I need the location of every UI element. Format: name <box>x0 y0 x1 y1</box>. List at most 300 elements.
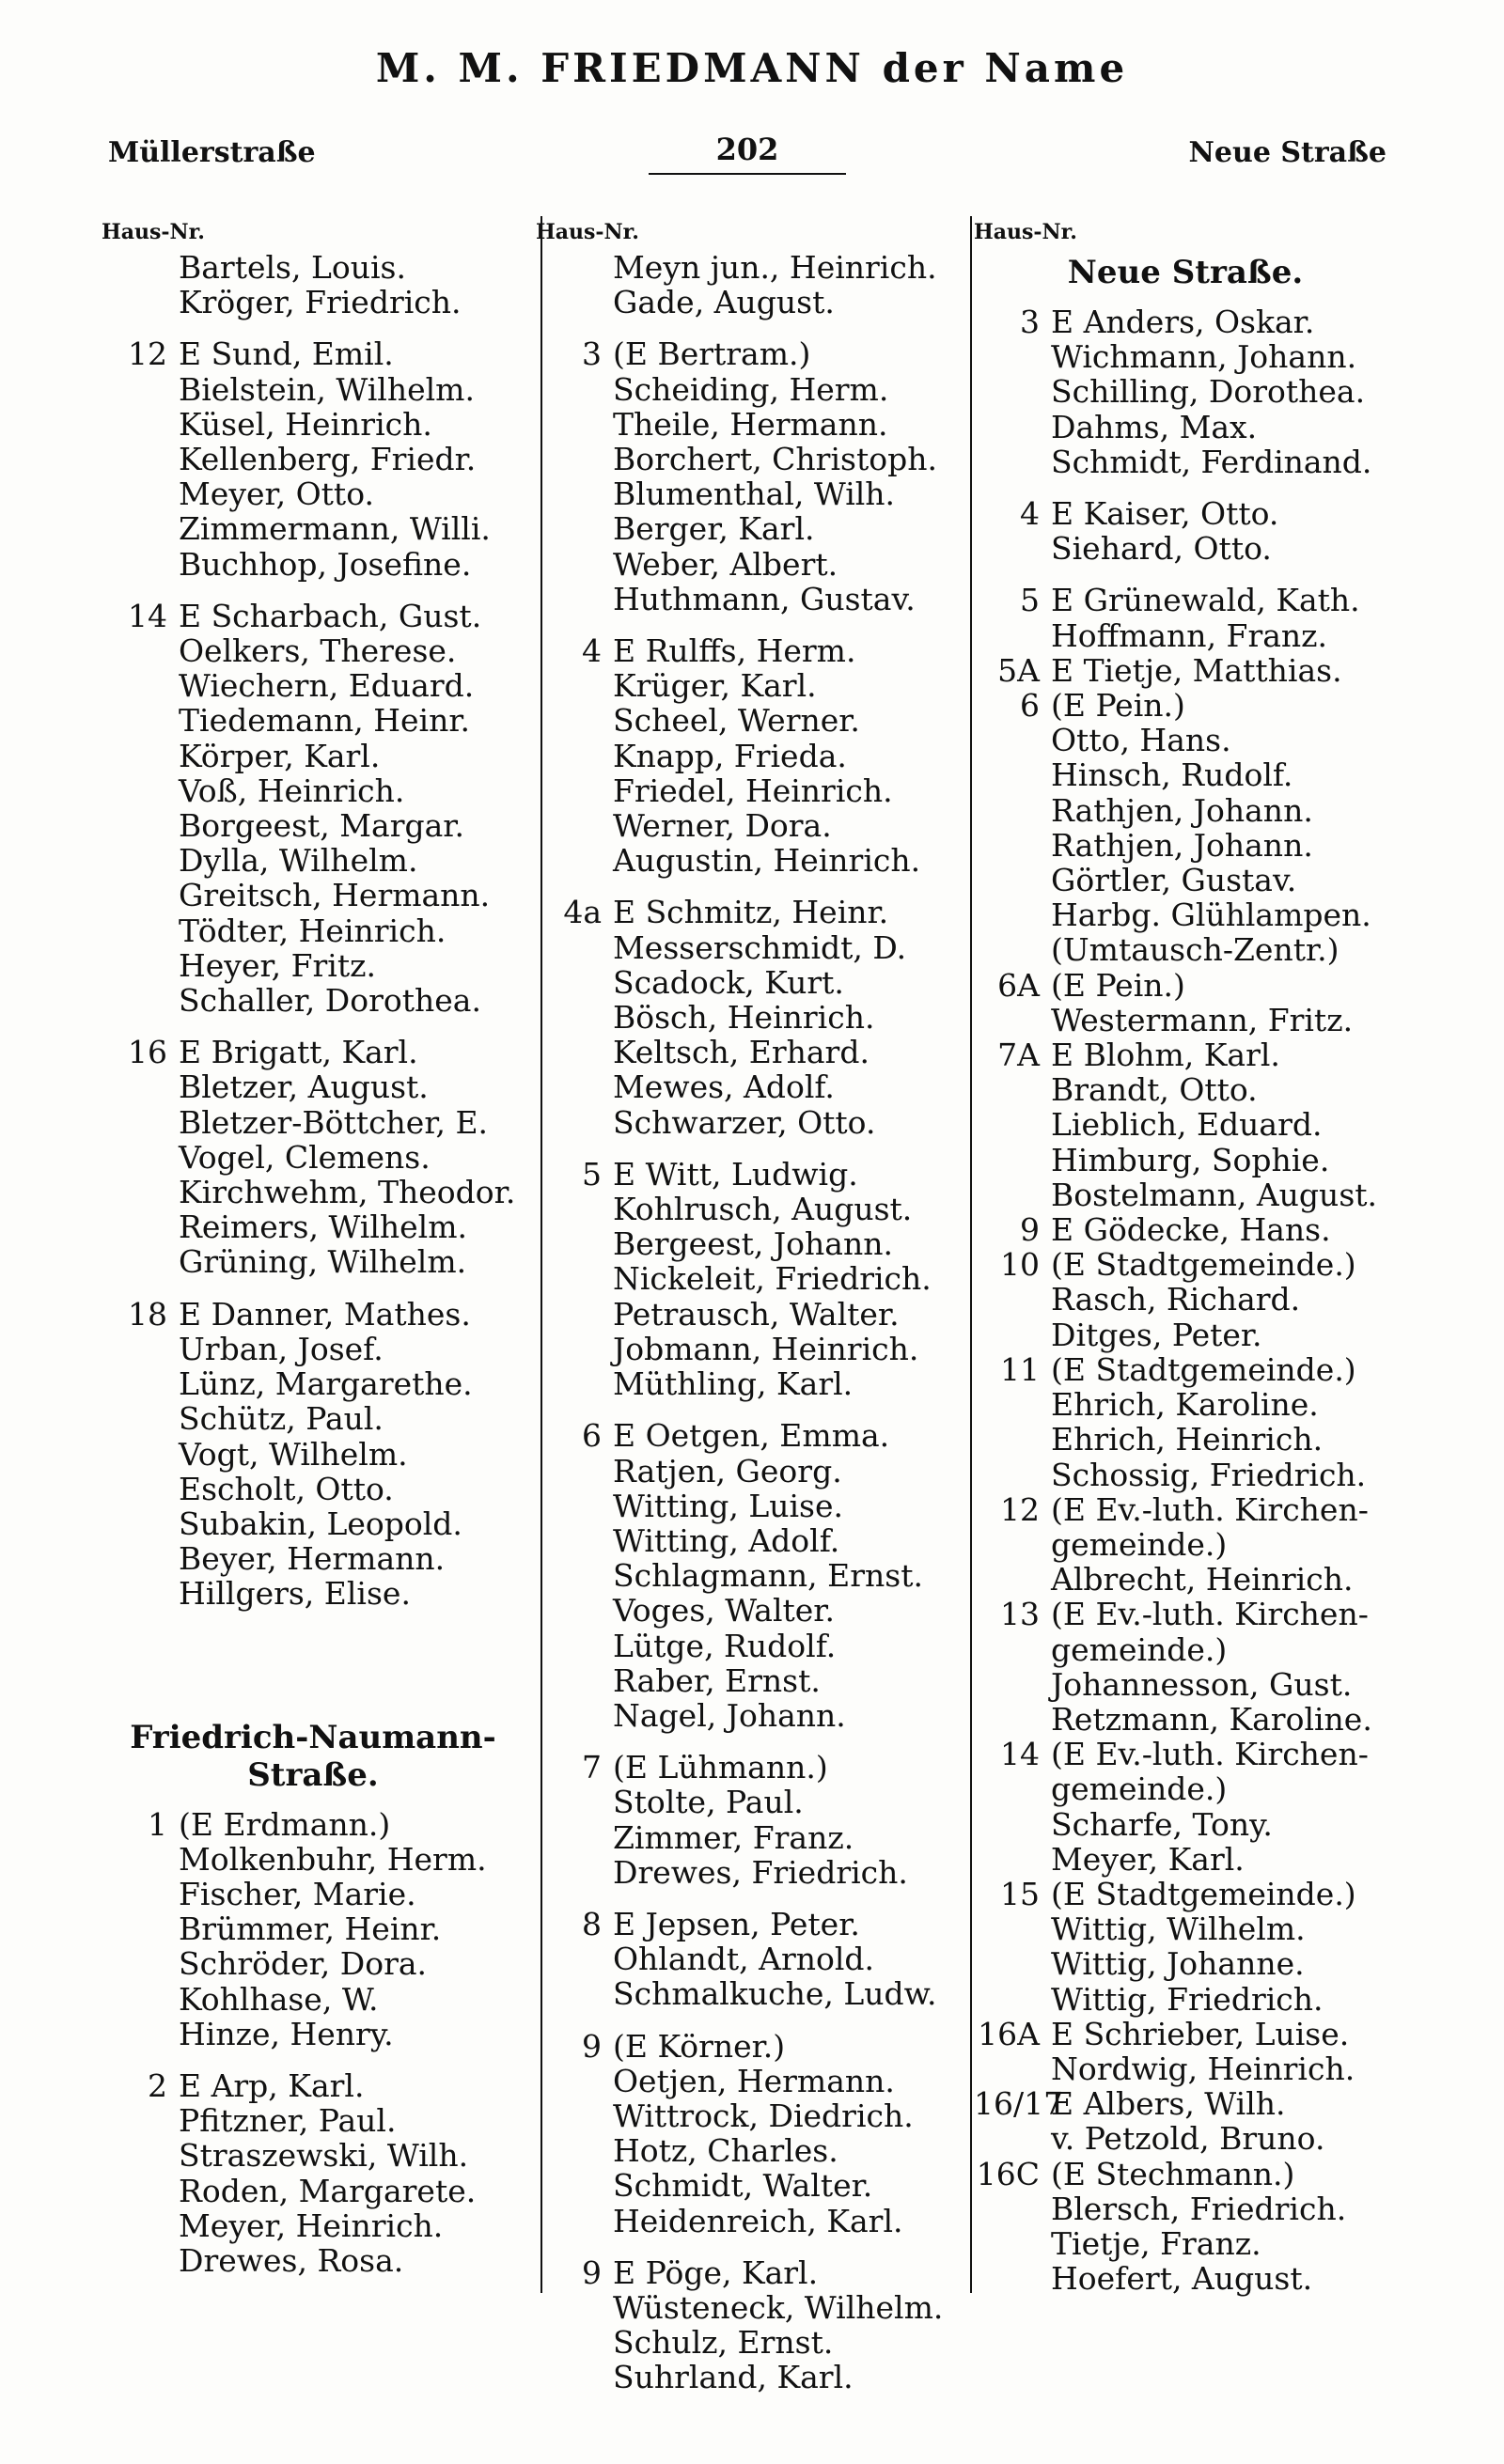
resident-entry <box>974 897 1397 932</box>
house-number <box>102 1946 179 1981</box>
resident-name: Mewes, Adolf. <box>613 1068 835 1106</box>
resident-name: (E Körner.) <box>613 2027 786 2065</box>
resident-name: E Anders, Oskar. <box>1051 304 1315 340</box>
resident-entry <box>102 1366 525 1401</box>
resident-entry <box>536 1855 959 1890</box>
resident-entry <box>974 1946 1397 1981</box>
resident-entry <box>536 703 959 738</box>
resident-entry <box>102 547 525 582</box>
house-number <box>102 878 179 912</box>
resident-entry <box>974 1737 1397 1771</box>
resident-name: Oelkers, Therese. <box>179 632 457 670</box>
resident-entry <box>974 2086 1397 2121</box>
resident-entry <box>102 948 525 983</box>
resident-name: Bösch, Heinrich. <box>613 999 875 1037</box>
resident-entry <box>536 1332 959 1366</box>
resident-name: Escholt, Otto. <box>179 1470 394 1507</box>
house-entry-group <box>102 1035 525 1279</box>
house-number <box>102 2103 179 2138</box>
resident-entry <box>536 1261 959 1296</box>
resident-entry <box>974 2191 1397 2226</box>
resident-name: E Grünewald, Kath. <box>1051 582 1360 619</box>
resident-name: gemeinde.) <box>1051 1525 1228 1563</box>
house-number <box>536 1976 613 2011</box>
house-number <box>536 2360 613 2394</box>
resident-entry <box>536 1105 959 1140</box>
resident-name: E Witt, Ludwig. <box>613 1155 858 1193</box>
resident-name: Schmalkuche, Ludw. <box>613 1975 937 2013</box>
resident-entry <box>974 1982 1397 2017</box>
house-number: 12 <box>1000 1490 1040 1528</box>
house-number: 6 <box>1020 687 1040 725</box>
house-number <box>102 668 179 703</box>
resident-entry <box>536 372 959 407</box>
resident-entry <box>974 1667 1397 1702</box>
house-number <box>536 1069 613 1104</box>
resident-entry <box>102 442 525 476</box>
resident-name: Oetjen, Hermann. <box>613 2062 895 2099</box>
resident-name: (E Stechmann.) <box>1051 2155 1295 2192</box>
resident-entry <box>536 1489 959 1523</box>
resident-entry <box>974 374 1397 409</box>
resident-name: Hotz, Charles. <box>613 2132 838 2170</box>
house-number <box>102 2138 179 2173</box>
resident-name: Hoffmann, Franz. <box>1051 616 1328 654</box>
house-number <box>974 2261 1051 2296</box>
resident-name: (E Ev.-luth. Kirchen- <box>1051 1490 1369 1528</box>
house-entry-group <box>102 2068 525 2278</box>
resident-entry <box>536 1418 959 1453</box>
resident-entry <box>536 2325 959 2360</box>
resident-entry <box>536 1976 959 2011</box>
house-number: 8 <box>582 1905 602 1942</box>
house-number <box>974 1982 1051 2017</box>
resident-name: Scadock, Kurt. <box>613 963 844 1001</box>
resident-name: Meyer, Heinrich. <box>179 2207 444 2244</box>
house-number: 4a <box>563 894 602 931</box>
resident-entry <box>974 2051 1397 2086</box>
resident-entry <box>974 1702 1397 1737</box>
resident-name: Drewes, Friedrich. <box>613 1853 908 1891</box>
house-number: 16 <box>128 1034 167 1071</box>
masthead: M. M. FRIEDMANN der Name <box>375 45 1129 91</box>
resident-name: Weber, Albert. <box>613 545 838 583</box>
resident-name: Blumenthal, Wilh. <box>613 476 896 513</box>
resident-entry <box>536 2255 959 2290</box>
resident-name: Nickeleit, Friedrich. <box>613 1260 932 1298</box>
resident-name: Stolte, Paul. <box>613 1784 804 1821</box>
house-number <box>102 843 179 878</box>
house-number: 16A <box>978 2015 1040 2052</box>
resident-entry <box>974 2017 1397 2051</box>
house-number <box>974 1771 1051 1806</box>
house-number <box>974 531 1051 566</box>
resident-entry <box>102 739 525 773</box>
resident-entry <box>102 372 525 407</box>
resident-entry <box>102 407 525 442</box>
house-number: 7 <box>582 1749 602 1786</box>
resident-entry <box>536 285 959 320</box>
resident-entry <box>974 653 1397 688</box>
house-number <box>536 1000 613 1035</box>
resident-name: Müthling, Karl. <box>613 1365 854 1403</box>
house-number: 16/17 <box>974 2085 1064 2123</box>
house-number <box>102 983 179 1018</box>
resident-name: Krüger, Karl. <box>613 667 817 705</box>
resident-name: Zimmer, Franz. <box>613 1818 854 1856</box>
resident-name: Theile, Hermann. <box>613 405 888 443</box>
resident-entry <box>102 703 525 738</box>
house-number <box>102 703 179 738</box>
house-number <box>536 1489 613 1523</box>
house-number <box>536 2098 613 2133</box>
resident-entry <box>102 336 525 371</box>
house-number <box>974 723 1051 757</box>
resident-entry <box>974 1877 1397 1911</box>
resident-name: Kirchwehm, Theodor. <box>179 1174 516 1211</box>
resident-entry <box>536 2168 959 2203</box>
resident-name: Wüsteneck, Wilhelm. <box>613 2288 944 2326</box>
resident-name: gemeinde.) <box>1051 1770 1228 1808</box>
resident-name: Nordwig, Heinrich. <box>1051 2050 1355 2087</box>
resident-name: Petrausch, Walter. <box>613 1295 900 1333</box>
house-number <box>974 618 1051 653</box>
house-number <box>536 930 613 965</box>
resident-name: (E Stadtgemeinde.) <box>1051 1246 1356 1284</box>
resident-entry <box>536 1454 959 1489</box>
resident-name: Hoefert, August. <box>1051 2260 1313 2298</box>
resident-entry <box>102 1842 525 1877</box>
resident-name: E Sund, Emil. <box>179 335 394 373</box>
resident-entry <box>536 1000 959 1035</box>
resident-entry <box>974 2157 1397 2191</box>
resident-entry <box>536 965 959 1000</box>
resident-name: Wichmann, Johann. <box>1051 338 1357 376</box>
resident-entry <box>102 983 525 1018</box>
resident-name: Bletzer, August. <box>179 1068 429 1106</box>
house-number <box>536 372 613 407</box>
resident-name: Schmidt, Ferdinand. <box>1051 443 1372 480</box>
resident-name: Tietje, Franz. <box>1051 2224 1261 2262</box>
house-number <box>974 828 1051 863</box>
resident-name: E Scharbach, Gust. <box>179 597 482 634</box>
house-entry-group <box>536 895 959 1139</box>
house-number <box>102 1982 179 2017</box>
resident-entry <box>102 1807 525 1842</box>
resident-name: Schröder, Dora. <box>179 1945 428 1983</box>
resident-entry <box>536 1069 959 1104</box>
house-number <box>536 2133 613 2168</box>
house-number <box>102 1842 179 1877</box>
resident-name: Kröger, Friedrich. <box>179 284 462 321</box>
resident-entry <box>102 913 525 948</box>
resident-entry <box>102 1175 525 1209</box>
resident-entry <box>974 410 1397 444</box>
house-number <box>102 1911 179 1946</box>
resident-name: Pfitzner, Paul. <box>179 2102 397 2140</box>
house-number <box>536 703 613 738</box>
resident-name: Schlagmann, Ernst. <box>613 1557 923 1595</box>
resident-entry <box>536 250 959 285</box>
resident-entry <box>102 1401 525 1436</box>
house-number <box>536 547 613 582</box>
house-entry-group <box>102 599 525 1018</box>
house-number <box>536 1855 613 1890</box>
resident-entry <box>102 285 525 320</box>
resident-name: Schilling, Dorothea. <box>1051 373 1366 411</box>
resident-entry <box>536 407 959 442</box>
house-number <box>536 442 613 476</box>
street-heading-line: Neue Straße. <box>1067 254 1304 291</box>
resident-name: v. Petzold, Bruno. <box>1051 2120 1325 2158</box>
resident-name: Wittig, Johanne. <box>1051 1945 1305 1983</box>
resident-name: Subakin, Leopold. <box>179 1505 462 1542</box>
column-1 <box>102 218 525 2295</box>
house-number: 18 <box>128 1295 167 1333</box>
resident-entry <box>102 1541 525 1576</box>
resident-name: (E Bertram.) <box>613 335 811 373</box>
house-number: 11 <box>1000 1350 1040 1388</box>
resident-entry <box>536 1593 959 1628</box>
house-entry-group <box>536 1907 959 2012</box>
house-number <box>974 1003 1051 1037</box>
resident-name: Hillgers, Elise. <box>179 1575 411 1613</box>
house-number <box>536 808 613 843</box>
resident-name: Bartels, Louis. <box>179 249 406 286</box>
house-entry-group <box>974 496 1397 566</box>
street-heading-line: Friedrich-Naumann- <box>130 1718 496 1756</box>
resident-name: Otto, Hans. <box>1051 722 1231 759</box>
resident-entry <box>974 1807 1397 1842</box>
house-entry-group <box>536 336 959 616</box>
resident-entry <box>536 1907 959 1942</box>
house-number <box>102 1332 179 1366</box>
house-number <box>536 668 613 703</box>
house-number <box>974 1702 1051 1737</box>
house-number <box>974 1632 1051 1667</box>
resident-entry <box>102 1069 525 1104</box>
street-heading <box>102 1719 525 1794</box>
house-number <box>102 250 179 285</box>
resident-entry <box>974 1352 1397 1387</box>
resident-entry <box>102 2208 525 2243</box>
house-number <box>536 1820 613 1855</box>
resident-name: Blersch, Friedrich. <box>1051 2190 1347 2227</box>
house-number: 9 <box>1020 1211 1040 1249</box>
resident-entry <box>974 2261 1397 2296</box>
house-number <box>102 442 179 476</box>
house-number <box>536 1226 613 1261</box>
house-number <box>536 1785 613 1819</box>
resident-entry <box>536 1366 959 1401</box>
resident-entry <box>536 547 959 582</box>
resident-entry <box>974 828 1397 863</box>
resident-name: Kohlrusch, August. <box>613 1191 913 1228</box>
house-number: 4 <box>582 632 602 670</box>
resident-name: E Tietje, Matthias. <box>1051 651 1342 689</box>
house-number <box>102 285 179 320</box>
house-number <box>102 1069 179 1104</box>
resident-name: Straszewski, Wilh. <box>179 2137 469 2175</box>
column-2 <box>536 218 959 2412</box>
resident-name: Schulz, Ernst. <box>613 2324 834 2362</box>
house-number <box>974 1911 1051 1946</box>
resident-entry <box>102 1946 525 1981</box>
house-number <box>536 1593 613 1628</box>
resident-entry <box>102 1244 525 1279</box>
resident-entry <box>102 2138 525 2173</box>
resident-entry <box>974 1632 1397 1667</box>
spacer <box>102 1629 525 1711</box>
house-number: 10 <box>1000 1246 1040 1284</box>
resident-entry <box>974 444 1397 479</box>
resident-name: Albrecht, Heinrich. <box>1051 1561 1354 1598</box>
house-number <box>536 1192 613 1226</box>
resident-name: Messerschmidt, D. <box>613 928 907 966</box>
house-number <box>102 948 179 983</box>
resident-entry <box>536 668 959 703</box>
resident-entry <box>974 688 1397 723</box>
resident-entry <box>536 895 959 929</box>
resident-entry <box>974 1492 1397 1527</box>
resident-name: Fischer, Marie. <box>179 1875 416 1912</box>
resident-name: (E Stadtgemeinde.) <box>1051 1350 1356 1388</box>
house-number <box>974 757 1051 792</box>
house-number <box>536 2064 613 2098</box>
resident-name: Grüning, Wilhelm. <box>179 1243 467 1281</box>
house-entry-group <box>102 336 525 581</box>
house-number <box>974 897 1051 932</box>
house-number: 6A <box>997 966 1040 1004</box>
resident-entry <box>974 1177 1397 1212</box>
house-number: 4 <box>1020 495 1040 533</box>
house-number <box>102 1401 179 1436</box>
resident-entry <box>974 1842 1397 1877</box>
resident-name: (E Ev.-luth. Kirchen- <box>1051 1596 1369 1633</box>
resident-name: Siehard, Otto. <box>1051 530 1272 568</box>
resident-entry <box>536 582 959 616</box>
house-number <box>974 1667 1051 1702</box>
house-number <box>102 372 179 407</box>
resident-name: gemeinde.) <box>1051 1630 1228 1668</box>
house-number: 16C <box>976 2155 1040 2192</box>
resident-name: Lütge, Rudolf. <box>613 1627 837 1664</box>
resident-name: Witting, Adolf. <box>613 1521 840 1559</box>
resident-entry <box>536 1820 959 1855</box>
column-divider <box>970 216 972 2293</box>
resident-entry <box>974 1212 1397 1247</box>
house-number <box>536 1366 613 1401</box>
house-number: 9 <box>582 2253 602 2291</box>
house-entry-group <box>974 304 1397 479</box>
resident-name: Gade, August. <box>613 284 835 321</box>
house-number <box>536 843 613 878</box>
house-number <box>974 444 1051 479</box>
resident-entry <box>102 1035 525 1069</box>
resident-name: (Umtausch-Zentr.) <box>1051 931 1340 969</box>
resident-entry <box>102 511 525 546</box>
house-number <box>536 1523 613 1558</box>
resident-entry <box>536 2029 959 2064</box>
house-number <box>102 913 179 948</box>
house-number <box>974 1458 1051 1492</box>
resident-entry <box>536 1226 959 1261</box>
resident-entry <box>102 843 525 878</box>
resident-entry <box>974 339 1397 374</box>
house-number: 14 <box>128 597 167 634</box>
resident-entry <box>974 1037 1397 1072</box>
resident-name: E Brigatt, Karl. <box>179 1034 418 1071</box>
resident-entry <box>536 1663 959 1698</box>
resident-name: (E Pein.) <box>1051 966 1185 1004</box>
resident-name: Buchhop, Josefine. <box>179 545 472 583</box>
resident-name: (E Pein.) <box>1051 687 1185 725</box>
resident-name: (E Lühmann.) <box>613 1749 828 1786</box>
resident-entry <box>974 1003 1397 1037</box>
house-number <box>536 582 613 616</box>
house-number <box>536 2168 613 2203</box>
house-number: 3 <box>582 335 602 373</box>
house-entry-group <box>536 1157 959 1401</box>
resident-entry <box>536 1523 959 1558</box>
resident-name: Vogel, Clemens. <box>179 1138 431 1176</box>
house-entry-group <box>536 1418 959 1733</box>
resident-entry <box>974 304 1397 339</box>
house-number <box>974 1946 1051 1981</box>
house-entry-group <box>974 583 1397 2296</box>
house-number: 3 <box>1020 304 1040 340</box>
resident-entry <box>974 1247 1397 1282</box>
resident-name: Reimers, Wilhelm. <box>179 1209 468 1246</box>
resident-entry <box>102 1982 525 2017</box>
house-number <box>536 773 613 808</box>
resident-name: Ratjen, Georg. <box>613 1452 842 1489</box>
resident-name: Meyer, Karl. <box>1051 1840 1245 1878</box>
resident-entry <box>102 1209 525 1244</box>
resident-entry <box>102 1472 525 1506</box>
resident-name: Suhrland, Karl. <box>613 2359 854 2396</box>
resident-entry <box>102 2068 525 2103</box>
resident-name: Kohlhase, W. <box>179 1980 379 2018</box>
resident-name: Molkenbuhr, Herm. <box>179 1840 487 1878</box>
resident-name: Ditges, Peter. <box>1051 1316 1262 1353</box>
house-number <box>102 633 179 668</box>
resident-name: Rasch, Richard. <box>1051 1281 1301 1318</box>
resident-name: E Arp, Karl. <box>179 2066 365 2104</box>
resident-entry <box>102 1506 525 1541</box>
house-number: 5 <box>582 1155 602 1193</box>
house-number <box>536 1558 613 1593</box>
house-number-header: Haus-Nr. <box>102 220 205 244</box>
house-number <box>536 1035 613 1069</box>
resident-entry <box>536 808 959 843</box>
house-number <box>102 2017 179 2051</box>
resident-name: Tiedemann, Heinr. <box>179 702 470 740</box>
house-number <box>974 374 1051 409</box>
house-number <box>974 1143 1051 1177</box>
resident-name: Tödter, Heinrich. <box>179 912 446 949</box>
resident-entry <box>536 511 959 546</box>
resident-entry <box>974 1282 1397 1317</box>
house-number <box>974 1842 1051 1877</box>
resident-name: Brandt, Otto. <box>1051 1071 1258 1109</box>
resident-entry <box>974 2121 1397 2156</box>
resident-entry <box>974 1597 1397 1631</box>
house-number <box>974 863 1051 897</box>
resident-entry <box>974 2226 1397 2261</box>
resident-entry <box>536 773 959 808</box>
resident-entry <box>974 1771 1397 1806</box>
